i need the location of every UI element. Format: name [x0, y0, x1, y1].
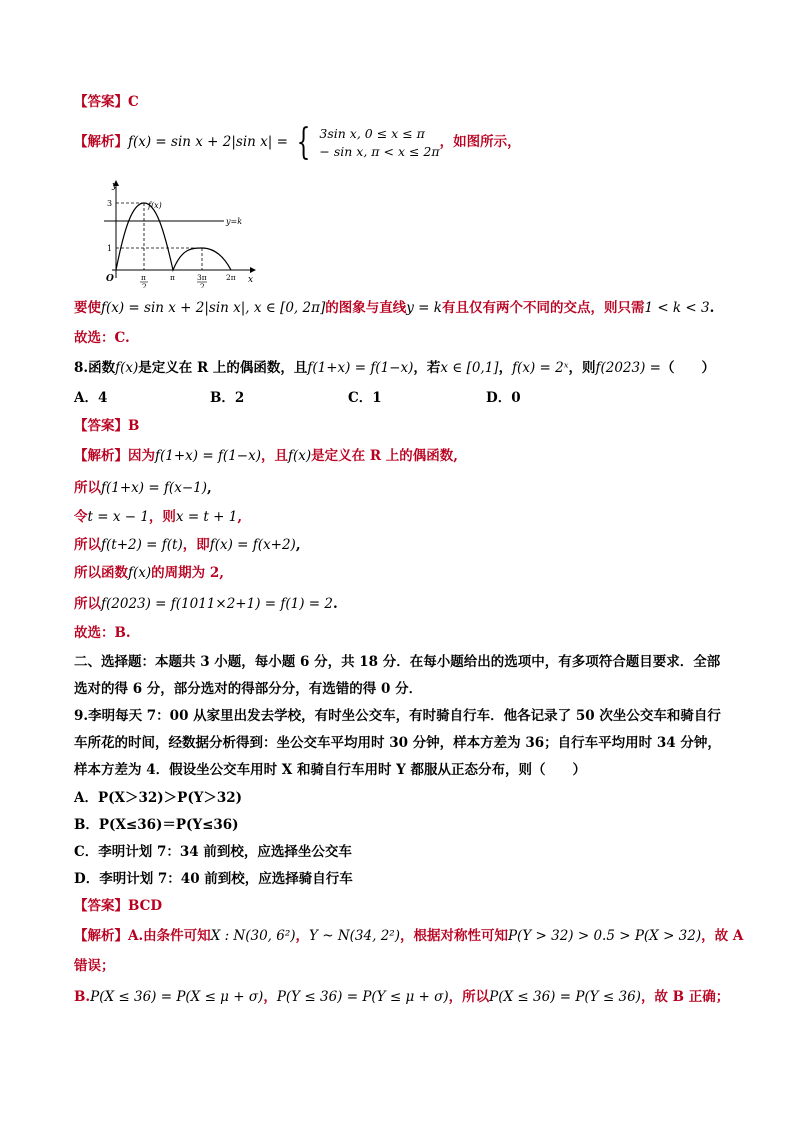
x-tick-3pi-half-den: 2	[200, 282, 205, 288]
answer-value: C	[128, 94, 139, 110]
math: f(2023) = f(1011×2+1) = f(1) = 2	[101, 596, 333, 612]
math: x = t + 1	[175, 509, 238, 525]
text: 所以	[74, 596, 101, 612]
answer-label: 【答案】	[74, 418, 128, 434]
text: 8.函数	[74, 360, 116, 376]
text: ，	[263, 989, 277, 1005]
analysis-label: 【解析】	[74, 928, 128, 944]
text: ，	[498, 360, 513, 376]
text: B.	[74, 989, 91, 1005]
q9-option-a: A．P(X＞32)＞P(Y＞32)	[74, 790, 243, 806]
piecewise-lead: f(x) = sin x + 2|sin x| =	[128, 134, 288, 150]
y-tick-3: 3	[107, 199, 113, 208]
q9-line2: 车所花的时间，经数据分析得到：坐公交车平均用时 30 分钟，样本方差为 36；自行车平均用时 34 分钟，	[74, 735, 721, 751]
math: x ∈ [0,1]	[440, 360, 499, 376]
text: ,	[237, 509, 243, 525]
text: ，根据对称性可知	[399, 928, 508, 944]
math: f(2023) =	[595, 360, 661, 376]
q8-analysis-6	[74, 594, 338, 614]
x-tick-pi-half-den: 2	[142, 282, 147, 288]
q9-analysis-b	[74, 987, 729, 1007]
math: f(x) = sin x + 2|sin x|, x ∈ [0, 2π]	[101, 300, 326, 316]
math: f(x)	[128, 565, 152, 581]
q8-analysis-4	[74, 535, 301, 555]
math: P(Y > 32) > 0.5 > P(X > 32)	[507, 928, 702, 944]
function-graph	[98, 178, 258, 288]
text: ，故 B 正确；	[640, 989, 730, 1005]
math: y = k	[406, 300, 442, 316]
y-tick-1: 1	[107, 244, 113, 253]
curve-label: f(x)	[148, 201, 162, 210]
text: ，即	[182, 537, 210, 553]
q8-analysis-5	[74, 563, 224, 583]
curve-fx	[116, 203, 231, 270]
x-tick-2pi: 2π	[226, 273, 236, 282]
math: X : N(30, 6²)	[210, 928, 296, 944]
text: 有且仅有两个不同的交点，则只需	[441, 300, 645, 316]
q8-stem	[74, 358, 715, 378]
math: f(x)	[115, 360, 139, 376]
text: ,	[206, 480, 212, 496]
analysis-tail: ，如图所示，	[439, 134, 521, 150]
q7-answer-line	[74, 92, 139, 112]
x-tick-pi-half-num: π	[141, 273, 146, 282]
q7-analysis-line	[74, 122, 521, 162]
q9-option-c: C．李明计划 7：34 前到校，应选择坐公交车	[74, 844, 352, 860]
q7-conclusion	[74, 298, 714, 318]
option-a: A．4	[74, 390, 108, 406]
math: P(X ≤ 36) = P(Y ≤ 36)	[489, 989, 641, 1005]
q7-select: 故选：C.	[74, 330, 130, 346]
q8-answer	[74, 416, 139, 436]
text: ，所以	[448, 989, 490, 1005]
answer-label: 【答案】	[74, 898, 128, 914]
math: f(1+x) = f(x−1)	[101, 480, 207, 496]
q8-select: 故选：B.	[74, 625, 131, 641]
text: 的图象与直线	[325, 300, 407, 316]
math: f(x) = 2ˣ	[512, 360, 569, 376]
q9-line3: 样本方差为 4．假设坐公交车用时 X 和骑自行车用时 Y 都服从正态分布，则（ ）	[74, 762, 587, 778]
text: 是定义在 R 上的偶函数,	[311, 448, 458, 464]
math: P(X ≤ 36) = P(X ≤ μ + σ)	[90, 989, 264, 1005]
x-axis-label: x	[248, 275, 254, 285]
analysis-label: 【解析】	[74, 448, 128, 464]
q9-line1: 9.李明每天 7：00 从家里出发去学校，有时坐公交车，有时骑自行车．他各记录了 50 次坐公交车和骑自行	[74, 708, 721, 724]
text: ，则	[148, 509, 176, 525]
answer-value: B	[128, 418, 140, 434]
text: 要使	[74, 300, 101, 316]
math: f(x) = f(x+2)	[209, 537, 296, 553]
math: f(x)	[287, 448, 312, 464]
section2-line2: 选对的得 6 分，部分选对的得部分分，有选错的得 0 分．	[74, 681, 423, 697]
q8-analysis-2	[74, 478, 212, 498]
x-tick-pi: π	[170, 273, 175, 282]
text: A.由条件可知	[128, 928, 211, 944]
q8-analysis-3	[74, 507, 242, 527]
line-label: y=k	[226, 217, 243, 226]
math: t = x − 1	[87, 509, 149, 525]
text: 因为	[128, 448, 155, 464]
math: f(1+x) = f(1−x)	[155, 448, 261, 464]
option-d: D．0	[486, 390, 521, 406]
text: （ ）	[660, 360, 715, 376]
text: 是定义在 R 上的偶函数，且	[138, 360, 308, 376]
x-tick-3pi-half-num: 3π	[197, 273, 207, 282]
text: 所以	[74, 537, 101, 553]
math: f(t+2) = f(t)	[101, 537, 183, 553]
text: ，故 A	[701, 928, 744, 944]
math: 1 < k < 3	[644, 300, 710, 316]
text: ，若	[413, 360, 441, 376]
text: .	[332, 596, 338, 612]
q9-analysis-a2: 错误；	[74, 958, 115, 974]
text: 所以	[74, 480, 101, 496]
q9-analysis-a	[74, 926, 743, 946]
q9-answer	[74, 896, 162, 916]
q8-analysis-1	[74, 446, 458, 466]
text: ，则	[568, 360, 596, 376]
option-c: C．1	[348, 390, 382, 406]
text: 所以函数	[74, 565, 128, 581]
case-1: 3sin x, 0 ≤ x ≤ π	[319, 125, 425, 141]
analysis-label: 【解析】	[74, 134, 128, 150]
text: ，且	[260, 448, 288, 464]
math: Y ~ N(34, 2²)	[309, 928, 400, 944]
option-b: B．2	[210, 390, 245, 406]
piecewise-cases	[319, 125, 439, 161]
text: 的周期为 2,	[151, 565, 224, 581]
case-2: − sin x, π < x ≤ 2π	[319, 143, 440, 159]
math: f(1+x) = f(1−x)	[307, 360, 414, 376]
text: .	[709, 300, 715, 316]
q9-option-d: D．李明计划 7：40 前到校，应选择骑自行车	[74, 871, 353, 887]
y-axis-label: y	[112, 181, 118, 191]
text: ，	[295, 928, 310, 944]
section2-line1: 二、选择题：本题共 3 小题，每小题 6 分，共 18 分．在每小题给出的选项中，有多项符合题目要求．全部	[74, 654, 721, 670]
q9-option-b: B．P(X≤36)＝P(Y≤36)	[74, 817, 239, 833]
x-axis-arrow	[250, 267, 256, 273]
text: 令	[74, 509, 88, 525]
answer-label: 【答案】	[74, 94, 128, 110]
answer-value: BCD	[128, 898, 163, 914]
brace-symbol: {	[296, 121, 311, 163]
text: ,	[295, 537, 301, 553]
math: P(Y ≤ 36) = P(Y ≤ μ + σ)	[276, 989, 449, 1005]
origin-label: O	[106, 274, 114, 284]
